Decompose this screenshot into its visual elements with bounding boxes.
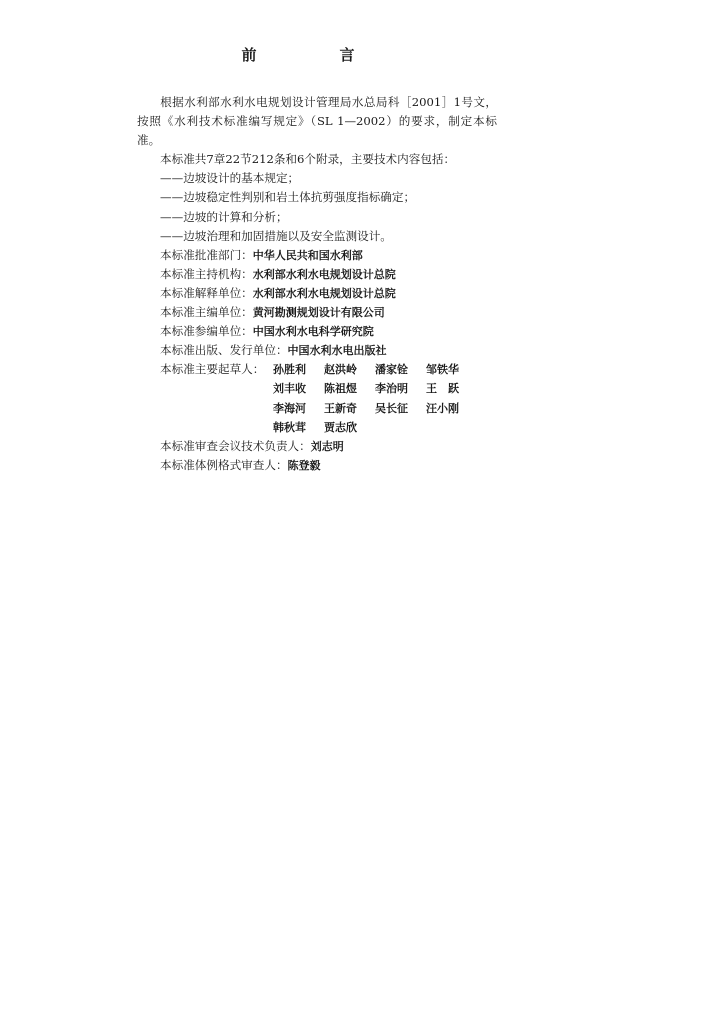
drafters-row	[137, 399, 497, 418]
drafter-name: 潘家铨	[375, 363, 408, 377]
info-value: 水利部水利水电规划设计总院	[252, 267, 396, 281]
info-host-org	[137, 265, 497, 284]
drafter-name: 李治明	[375, 382, 408, 396]
preface-body	[137, 93, 497, 475]
info-label: 本标准出版、发行单位：	[160, 343, 288, 358]
content-item: ——边坡治理和加固措施以及安全监测设计。	[160, 228, 392, 243]
reviewer-label: 本标准体例格式审查人：	[160, 457, 288, 472]
drafter-name: 王新奇	[324, 401, 357, 415]
drafters-row	[137, 379, 497, 398]
reviewer-label: 本标准审查会议技术负责人：	[160, 438, 311, 453]
drafter-name: 孙胜利	[273, 363, 306, 377]
info-label: 本标准参编单位：	[160, 324, 253, 339]
reviewer-value: 陈登毅	[287, 458, 321, 472]
page-title: 前 言	[241, 46, 389, 64]
info-chief-editor-unit	[137, 303, 497, 322]
drafter-name: 陈祖煜	[324, 382, 357, 396]
info-approval-dept	[137, 246, 497, 265]
info-value: 中国水利水电科学研究院	[252, 325, 374, 339]
drafter-name: 汪小刚	[426, 401, 459, 415]
info-label: 本标准解释单位：	[160, 285, 253, 300]
info-value: 中国水利水电出版社	[287, 344, 387, 358]
content-item: ——边坡稳定性判别和岩土体抗剪强度指标确定；	[160, 190, 416, 205]
drafter-name: 韩秋茸	[273, 420, 306, 434]
info-label: 本标准主编单位：	[160, 305, 253, 320]
info-value: 中华人民共和国水利部	[252, 248, 363, 262]
content-item: ——边坡设计的基本规定；	[160, 171, 300, 186]
info-participating-unit	[137, 322, 497, 341]
drafter-name: 刘丰收	[273, 382, 306, 396]
info-label: 本标准主持机构：	[160, 266, 253, 281]
info-publisher	[137, 341, 497, 360]
info-value: 水利部水利水电规划设计总院	[252, 286, 396, 300]
drafter-name: 赵洪岭	[324, 363, 357, 377]
reviewer-value: 刘志明	[310, 439, 344, 453]
drafters-row	[137, 360, 497, 379]
reviewer-format	[137, 456, 497, 475]
drafter-name: 贾志欣	[324, 420, 357, 434]
content-item: ——边坡的计算和分析；	[160, 209, 288, 224]
drafters-row	[137, 418, 497, 437]
summary-line: 本标准共7章22节212条和6个附录，主要技术内容包括：	[160, 152, 456, 167]
reviewer-technical-lead	[137, 437, 497, 456]
info-value: 黄河勘测规划设计有限公司	[252, 306, 385, 320]
intro-paragraph: 根据水利部水利水电规划设计管理局水总局科［2001］1号文，按照《水利技术标准编写规定》（SL 1—2002）的要求，制定本标准。	[137, 95, 497, 148]
drafter-name: 王 跃	[426, 382, 459, 396]
drafter-name: 李海河	[273, 401, 306, 415]
info-interpretation-unit	[137, 284, 497, 303]
info-label: 本标准批准部门：	[160, 247, 253, 262]
drafter-name: 邹铁华	[426, 363, 459, 377]
drafters-label: 本标准主要起草人：	[160, 362, 265, 377]
drafter-name: 吴长征	[375, 401, 408, 415]
